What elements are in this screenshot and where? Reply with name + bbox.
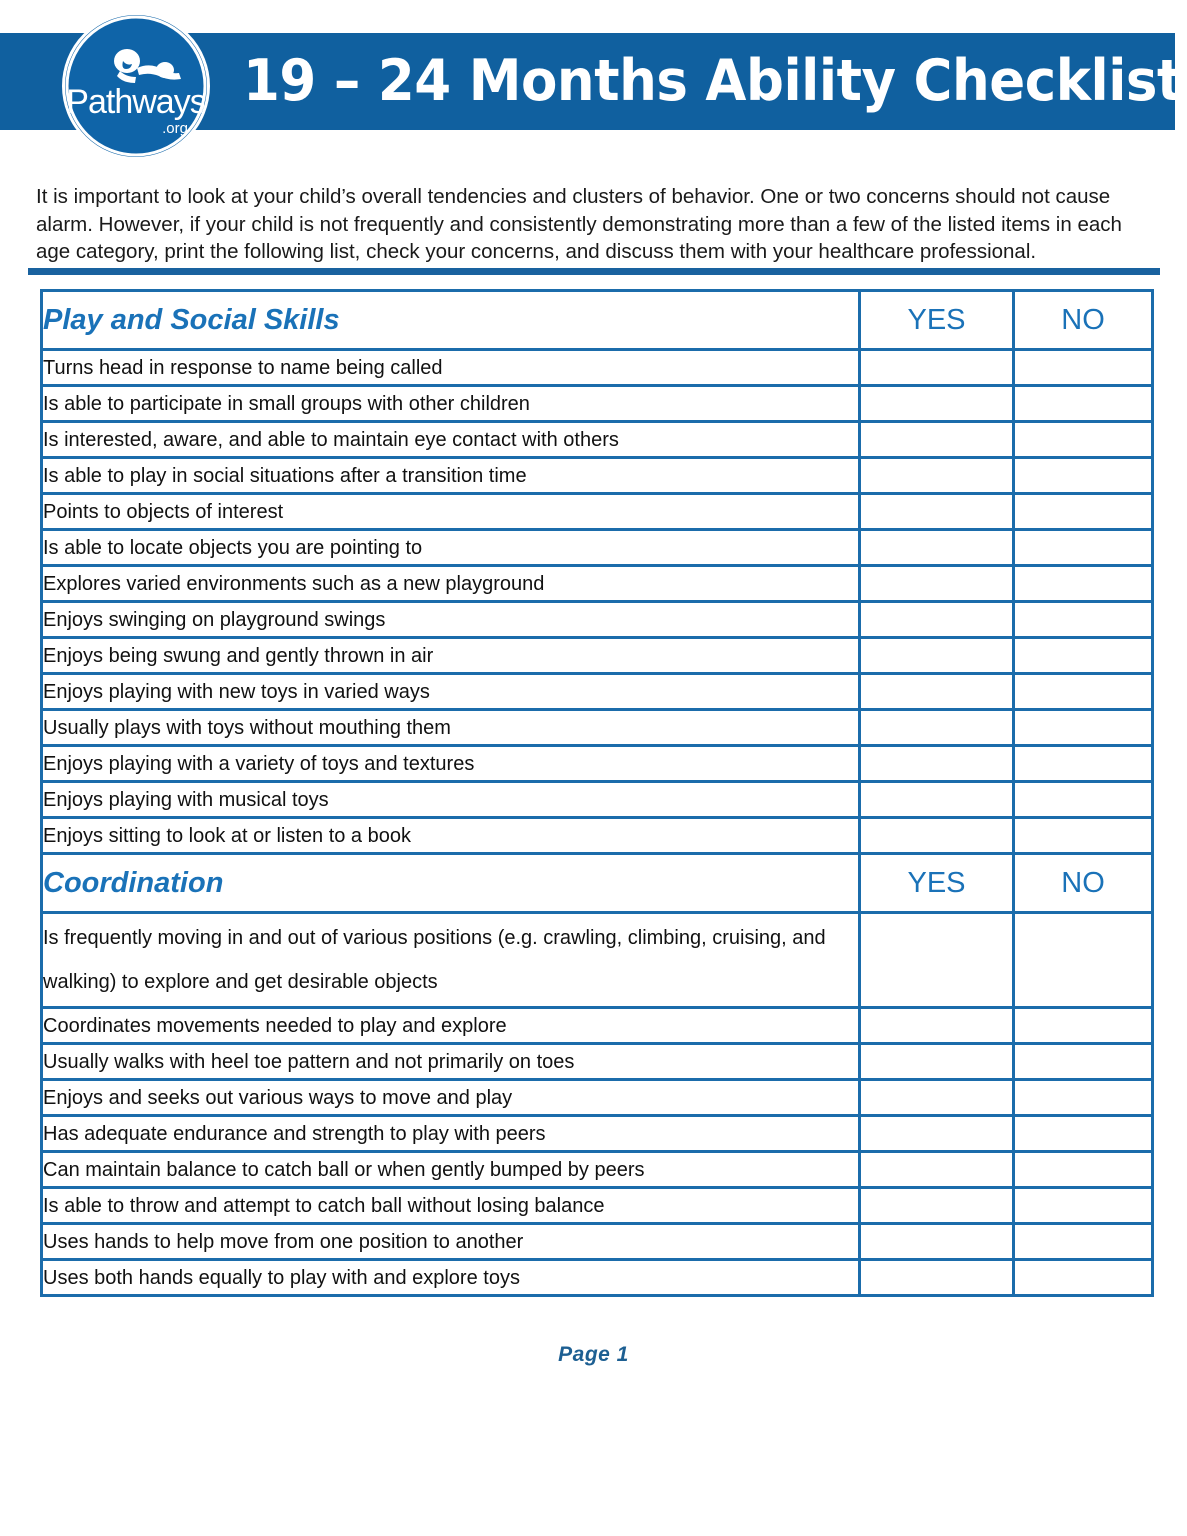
yes-checkbox-cell[interactable] [860, 350, 1014, 386]
checklist-item-label: Has adequate endurance and strength to play with peers [42, 1116, 860, 1152]
table-row [42, 1188, 1153, 1224]
page-title: 19 – 24 Months Ability Checklist [243, 48, 1182, 114]
table-row [42, 602, 1153, 638]
column-header-no: NO [1014, 854, 1153, 913]
no-checkbox-cell[interactable] [1014, 1188, 1153, 1224]
yes-checkbox-cell[interactable] [860, 422, 1014, 458]
page-number-footer: Page 1 [558, 1343, 629, 1366]
yes-checkbox-cell[interactable] [860, 710, 1014, 746]
yes-checkbox-cell[interactable] [860, 746, 1014, 782]
yes-checkbox-cell[interactable] [860, 1188, 1014, 1224]
table-row [42, 710, 1153, 746]
no-checkbox-cell[interactable] [1014, 638, 1153, 674]
no-checkbox-cell[interactable] [1014, 1044, 1153, 1080]
checklist-item-label: Is able to throw and attempt to catch ball without losing balance [42, 1188, 860, 1224]
no-checkbox-cell[interactable] [1014, 530, 1153, 566]
table-row [42, 638, 1153, 674]
checklist-item-label: Is frequently moving in and out of various positions (e.g. crawling, climbing, cruising, and walking) to explore and get desirable objects [42, 913, 860, 1008]
checklist-item-label: Is able to locate objects you are pointing to [42, 530, 860, 566]
no-checkbox-cell[interactable] [1014, 1008, 1153, 1044]
yes-checkbox-cell[interactable] [860, 913, 1014, 1008]
yes-checkbox-cell[interactable] [860, 386, 1014, 422]
checklist-item-label: Is able to play in social situations after a transition time [42, 458, 860, 494]
table-row [42, 530, 1153, 566]
table-row [42, 566, 1153, 602]
yes-checkbox-cell[interactable] [860, 638, 1014, 674]
no-checkbox-cell[interactable] [1014, 674, 1153, 710]
table-row [42, 458, 1153, 494]
column-header-yes: YES [860, 854, 1014, 913]
ability-checklist-table [40, 289, 1154, 1297]
yes-checkbox-cell[interactable] [860, 1116, 1014, 1152]
column-header-yes: YES [860, 291, 1014, 350]
table-row [42, 1224, 1153, 1260]
no-checkbox-cell[interactable] [1014, 818, 1153, 854]
yes-checkbox-cell[interactable] [860, 1044, 1014, 1080]
table-row [42, 386, 1153, 422]
yes-checkbox-cell[interactable] [860, 818, 1014, 854]
checklist-item-label: Usually walks with heel toe pattern and not primarily on toes [42, 1044, 860, 1080]
checklist-item-label: Enjoys playing with a variety of toys and textures [42, 746, 860, 782]
no-checkbox-cell[interactable] [1014, 458, 1153, 494]
table-row [42, 494, 1153, 530]
no-checkbox-cell[interactable] [1014, 566, 1153, 602]
table-row [42, 350, 1153, 386]
checklist-item-label: Uses both hands equally to play with and explore toys [42, 1260, 860, 1296]
no-checkbox-cell[interactable] [1014, 1260, 1153, 1296]
yes-checkbox-cell[interactable] [860, 1080, 1014, 1116]
checklist-item-label: Turns head in response to name being called [42, 350, 860, 386]
no-checkbox-cell[interactable] [1014, 1152, 1153, 1188]
pathways-logo [62, 12, 210, 160]
yes-checkbox-cell[interactable] [860, 602, 1014, 638]
checklist-item-label: Points to objects of interest [42, 494, 860, 530]
checklist-item-label: Enjoys playing with musical toys [42, 782, 860, 818]
no-checkbox-cell[interactable] [1014, 913, 1153, 1008]
no-checkbox-cell[interactable] [1014, 782, 1153, 818]
table-row [42, 1152, 1153, 1188]
no-checkbox-cell[interactable] [1014, 494, 1153, 530]
table-row [42, 674, 1153, 710]
no-checkbox-cell[interactable] [1014, 1224, 1153, 1260]
checklist-item-label: Enjoys sitting to look at or listen to a book [42, 818, 860, 854]
checklist-item-label: Enjoys and seeks out various ways to move and play [42, 1080, 860, 1116]
checklist-body [42, 291, 1153, 1296]
yes-checkbox-cell[interactable] [860, 1152, 1014, 1188]
header-divider-rule [28, 268, 1160, 275]
checklist-item-label: Explores varied environments such as a new playground [42, 566, 860, 602]
yes-checkbox-cell[interactable] [860, 1008, 1014, 1044]
yes-checkbox-cell[interactable] [860, 1224, 1014, 1260]
checklist-item-label: Is interested, aware, and able to maintain eye contact with others [42, 422, 860, 458]
section-title-coordination: Coordination [42, 854, 860, 913]
svg-text:.org: .org [162, 120, 188, 137]
yes-checkbox-cell[interactable] [860, 494, 1014, 530]
checklist-item-label: Coordinates movements needed to play and explore [42, 1008, 860, 1044]
table-row [42, 1116, 1153, 1152]
checklist-item-label: Is able to participate in small groups with other children [42, 386, 860, 422]
checklist-item-label: Enjoys swinging on playground swings [42, 602, 860, 638]
checklist-item-label: Enjoys playing with new toys in varied ways [42, 674, 860, 710]
no-checkbox-cell[interactable] [1014, 350, 1153, 386]
no-checkbox-cell[interactable] [1014, 386, 1153, 422]
yes-checkbox-cell[interactable] [860, 1260, 1014, 1296]
intro-paragraph: It is important to look at your child’s overall tendencies and clusters of behavior. One or two concerns should not cause alarm. However, if your child is not frequently and consistently demonstrating more than a few of the listed items in each age category, print the following list, check your concerns, and discuss them with your healthcare professional. [36, 185, 1122, 263]
yes-checkbox-cell[interactable] [860, 566, 1014, 602]
yes-checkbox-cell[interactable] [860, 530, 1014, 566]
table-row [42, 1080, 1153, 1116]
checklist-item-label: Usually plays with toys without mouthing them [42, 710, 860, 746]
table-row [42, 782, 1153, 818]
no-checkbox-cell[interactable] [1014, 746, 1153, 782]
checklist-item-label: Enjoys being swung and gently thrown in air [42, 638, 860, 674]
section-header-row [42, 854, 1153, 913]
section-title-play-and-social-skills: Play and Social Skills [42, 291, 860, 350]
table-row [42, 422, 1153, 458]
yes-checkbox-cell[interactable] [860, 674, 1014, 710]
no-checkbox-cell[interactable] [1014, 1080, 1153, 1116]
no-checkbox-cell[interactable] [1014, 422, 1153, 458]
no-checkbox-cell[interactable] [1014, 1116, 1153, 1152]
yes-checkbox-cell[interactable] [860, 458, 1014, 494]
svg-text:Pathways: Pathways [66, 83, 206, 121]
section-header-row [42, 291, 1153, 350]
no-checkbox-cell[interactable] [1014, 602, 1153, 638]
table-row [42, 1044, 1153, 1080]
pathways-logo-graphic [65, 15, 207, 157]
no-checkbox-cell[interactable] [1014, 710, 1153, 746]
table-row [42, 1260, 1153, 1296]
table-row [42, 1008, 1153, 1044]
table-row [42, 746, 1153, 782]
column-header-no: NO [1014, 291, 1153, 350]
table-row [42, 818, 1153, 854]
table-row [42, 913, 1153, 1008]
yes-checkbox-cell[interactable] [860, 782, 1014, 818]
checklist-item-label: Can maintain balance to catch ball or when gently bumped by peers [42, 1152, 860, 1188]
checklist-item-label: Uses hands to help move from one position to another [42, 1224, 860, 1260]
